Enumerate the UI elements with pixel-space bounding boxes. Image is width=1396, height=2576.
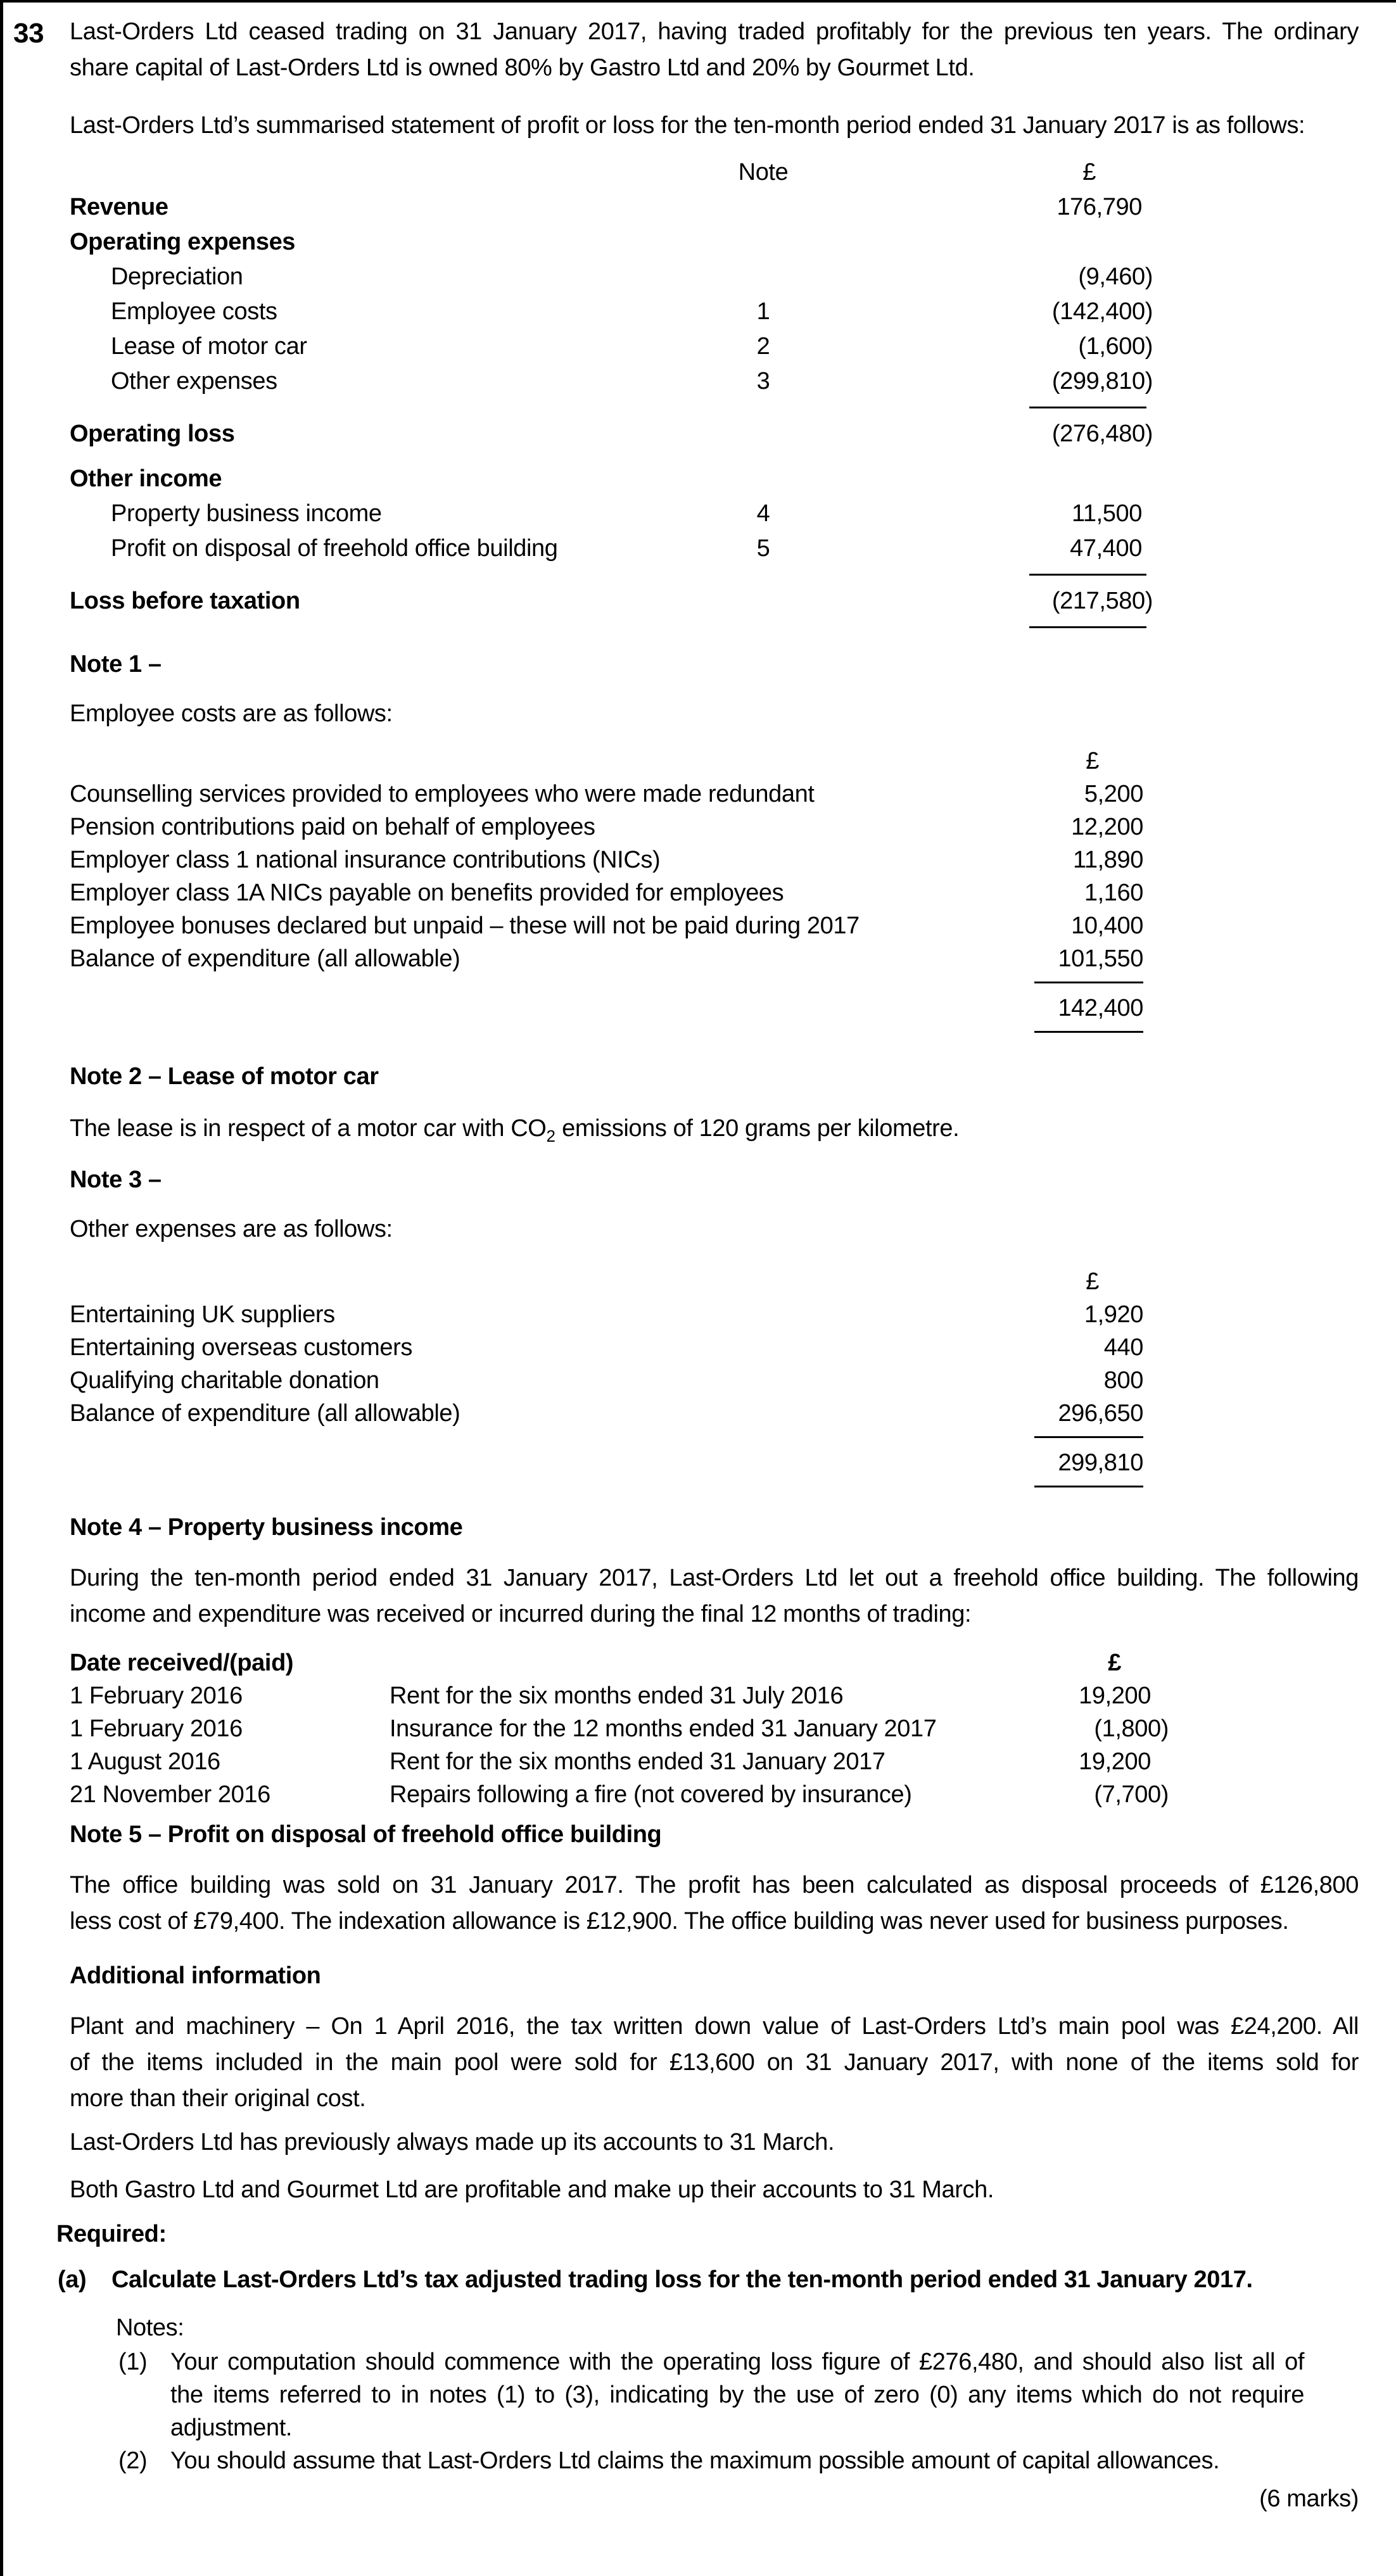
row-label: Other expenses xyxy=(111,368,277,395)
note1-heading: Note 1 – xyxy=(70,651,162,678)
row-label: Employee bonuses declared but unpaid – these will not be paid during 2017 xyxy=(70,912,860,939)
table-row xyxy=(70,1745,1359,1778)
totals-underline xyxy=(1029,626,1146,628)
row-label: Balance of expenditure (all allowable) xyxy=(70,1400,460,1427)
note-body xyxy=(170,2444,1304,2477)
amount-cell: 10,400 xyxy=(1071,912,1143,939)
row-label: Entertaining UK suppliers xyxy=(70,1301,335,1328)
table-row xyxy=(70,190,1359,225)
note4-paragraph xyxy=(70,1560,1359,1632)
note3-table xyxy=(70,1265,1359,1487)
table-row xyxy=(70,329,1359,364)
paragraph-line: Your computation should commence with the operating loss figure of £276,480, and should also list all of xyxy=(170,2349,1304,2375)
row-label: Property business income xyxy=(111,500,382,527)
paragraph-line: of the items included in the main pool were sold for £13,600 on 31 January 2017, with none of the items sold for xyxy=(70,2049,1359,2076)
row-label: Pension contributions paid on behalf of employees xyxy=(70,814,595,840)
table-row xyxy=(70,778,1359,811)
amount-column-header: £ xyxy=(1086,748,1099,774)
amount-cell: 11,890 xyxy=(1072,847,1143,873)
spacer-cell xyxy=(70,155,703,190)
row-label: Employer class 1A NICs payable on benefits provided for employees xyxy=(70,880,784,906)
amount-cell: (276,480) xyxy=(1051,420,1153,447)
amount-cell: 47,400 xyxy=(1070,535,1142,562)
row-label: Employee costs xyxy=(111,298,277,325)
amount-cell: 800 xyxy=(1103,1367,1143,1394)
note-ref xyxy=(703,417,823,451)
row-label: Employer class 1 national insurance contributions (NICs) xyxy=(70,847,661,873)
totals-underline xyxy=(1034,1486,1143,1487)
amount-cell: (7,700) xyxy=(1094,1781,1169,1808)
totals-underline xyxy=(1034,1436,1143,1438)
note-ref: 5 xyxy=(756,535,770,562)
additional-info-heading: Additional information xyxy=(70,1962,321,1989)
row-label: Lease of motor car xyxy=(111,333,307,360)
total-row xyxy=(70,1446,1359,1479)
table-row xyxy=(70,531,1359,566)
paragraph-line: You should assume that Last-Orders Ltd claims the maximum possible amount of capital allowances. xyxy=(170,2447,1220,2474)
note4-table xyxy=(70,1646,1359,1811)
note-ref: 1 xyxy=(756,298,770,325)
table-row xyxy=(70,876,1359,909)
note-ref xyxy=(703,225,823,260)
amount-cell: 5,200 xyxy=(1084,781,1143,807)
table-header-row xyxy=(70,1265,1359,1298)
paragraph-line: The office building was sold on 31 January 2017. The profit has been calculated as disposal proceeds of £126,800 xyxy=(70,1872,1359,1898)
note1-intro: Employee costs are as follows: xyxy=(70,700,393,727)
amount-cell xyxy=(823,462,1153,496)
paragraph-line: less cost of £79,400. The indexation allowance is £12,900. The office building was never used for business purposes. xyxy=(70,1908,1289,1935)
amount-cell: 101,550 xyxy=(1058,945,1143,972)
description-cell: Rent for the six months ended 31 July 2016 xyxy=(390,1683,844,1709)
note2-text xyxy=(70,1111,1359,1149)
description-cell: Rent for the six months ended 31 January 2017 xyxy=(390,1748,885,1775)
note-ref: 3 xyxy=(756,368,770,395)
totals-underline xyxy=(1029,574,1146,576)
row-label: Operating loss xyxy=(70,420,235,447)
additional-paragraph-1 xyxy=(70,2009,1359,2117)
note-ref xyxy=(703,584,823,619)
amount-cell: 11,500 xyxy=(1071,500,1142,527)
table-row xyxy=(70,1298,1359,1331)
required-note-1 xyxy=(70,2346,1359,2444)
note2-text-part2: emissions of 120 grams per kilometre. xyxy=(555,1115,960,1142)
amount-cell: (9,460) xyxy=(1078,263,1153,290)
amount-cell: 1,160 xyxy=(1084,880,1143,906)
row-label: Entertaining overseas customers xyxy=(70,1334,412,1361)
row-label: Revenue xyxy=(70,194,168,220)
table-row xyxy=(70,1364,1359,1397)
additional-paragraph-3: Both Gastro Ltd and Gourmet Ltd are profitable and make up their accounts to 31 March. xyxy=(70,2176,994,2203)
note3-heading: Note 3 – xyxy=(70,1166,162,1193)
date-cell: 1 February 2016 xyxy=(70,1715,243,1742)
row-label: Counselling services provided to employees who were made redundant xyxy=(70,781,815,807)
paragraph-line: the items referred to in notes (1) to (3), indicating by the use of zero (0) any items which do not require xyxy=(170,2382,1304,2408)
table-row xyxy=(70,294,1359,329)
table-row xyxy=(70,260,1359,294)
total-amount: 299,810 xyxy=(1058,1449,1143,1476)
statement-intro: Last-Orders Ltd’s summarised statement of profit or loss for the ten-month period ended 31 January 2017 is as follows: xyxy=(70,112,1305,139)
note-ref xyxy=(703,462,823,496)
paragraph-line: adjustment. xyxy=(170,2415,293,2441)
amount-cell: 176,790 xyxy=(1057,194,1142,220)
date-cell: 1 August 2016 xyxy=(70,1748,220,1775)
total-amount: 142,400 xyxy=(1058,995,1143,1021)
part-label: (a) xyxy=(58,2266,87,2293)
table-row xyxy=(70,496,1359,531)
amount-cell: (299,810) xyxy=(1051,368,1153,395)
totals-underline xyxy=(1034,1031,1143,1033)
table-row xyxy=(70,584,1359,619)
question-body xyxy=(56,14,1359,2515)
paragraph-line: income and expenditure was received or incurred during the final 12 months of trading: xyxy=(70,1601,972,1627)
note2-text-part1: The lease is in respect of a motor car with CO xyxy=(70,1115,547,1142)
row-label: Operating expenses xyxy=(70,229,296,255)
note-ref xyxy=(703,190,823,225)
date-column-header: Date received/(paid) xyxy=(70,1650,294,1676)
row-label: Depreciation xyxy=(111,263,243,290)
table-row xyxy=(70,1778,1359,1811)
amount-column-header: £ xyxy=(1082,159,1096,186)
paragraph-line: Plant and machinery – On 1 April 2016, the tax written down value of Last-Orders Ltd’s main pool was £24,200. All xyxy=(70,2013,1359,2040)
required-heading: Required: xyxy=(56,2221,167,2247)
note-ref: 4 xyxy=(756,500,770,527)
notes-heading: Notes: xyxy=(116,2314,184,2341)
table-row xyxy=(70,811,1359,843)
row-label: Profit on disposal of freehold office building xyxy=(111,535,558,562)
amount-cell: 19,200 xyxy=(1079,1683,1151,1709)
date-cell: 21 November 2016 xyxy=(70,1781,270,1808)
amount-cell: 12,200 xyxy=(1071,814,1143,840)
table-row xyxy=(70,843,1359,876)
row-label: Qualifying charitable donation xyxy=(70,1367,379,1394)
paragraph-line: During the ten-month period ended 31 January 2017, Last-Orders Ltd let out a freehold office building. The following xyxy=(70,1565,1359,1591)
note-number: (2) xyxy=(118,2447,148,2474)
table-header-row xyxy=(70,155,1359,190)
marks-allocation: (6 marks) xyxy=(1259,2485,1359,2512)
note3-intro: Other expenses are as follows: xyxy=(70,1216,393,1242)
spacer-cell xyxy=(70,1446,830,1479)
note-column-header: Note xyxy=(738,159,789,186)
table-row xyxy=(70,1397,1359,1430)
co2-subscript: 2 xyxy=(546,1127,555,1146)
amount-cell: (142,400) xyxy=(1051,298,1153,325)
note-ref xyxy=(703,260,823,294)
row-label: Balance of expenditure (all allowable) xyxy=(70,945,460,972)
paragraph-line: Last-Orders Ltd ceased trading on 31 January 2017, having traded profitably for the previous ten years. The ordinary xyxy=(70,18,1359,45)
totals-underline xyxy=(1034,982,1143,983)
note5-heading: Note 5 – Profit on disposal of freehold office building xyxy=(70,1821,662,1848)
table-row xyxy=(70,364,1359,399)
amount-cell: 440 xyxy=(1103,1334,1143,1361)
spacer-cell xyxy=(70,745,830,778)
table-row xyxy=(70,1679,1359,1712)
table-row xyxy=(70,225,1359,260)
question-number: 33 xyxy=(13,18,44,49)
paragraph-line: share capital of Last-Orders Ltd is owned 80% by Gastro Ltd and 20% by Gourmet Ltd. xyxy=(70,54,975,81)
spacer-cell xyxy=(70,1265,830,1298)
additional-paragraph-2: Last-Orders Ltd has previously always made up its accounts to 31 March. xyxy=(70,2129,835,2156)
amount-cell: 19,200 xyxy=(1079,1748,1151,1775)
requirement-part-a xyxy=(58,2262,1359,2298)
row-label: Other income xyxy=(70,465,222,492)
note4-heading: Note 4 – Property business income xyxy=(70,1514,463,1541)
amount-cell xyxy=(823,225,1153,260)
note-number: (1) xyxy=(118,2349,148,2375)
note-ref: 2 xyxy=(756,333,770,360)
table-row xyxy=(70,1712,1359,1745)
table-row xyxy=(70,462,1359,496)
note5-paragraph xyxy=(70,1867,1359,1940)
amount-cell: 1,920 xyxy=(1084,1301,1143,1328)
amount-cell: (1,600) xyxy=(1078,333,1153,360)
table-row xyxy=(70,909,1359,942)
table-header-row xyxy=(70,1646,1359,1679)
amount-cell: (1,800) xyxy=(1094,1715,1169,1742)
profit-loss-statement xyxy=(70,155,1359,628)
description-cell: Repairs following a fire (not covered by insurance) xyxy=(390,1781,912,1808)
part-text: Calculate Last-Orders Ltd’s tax adjusted trading loss for the ten-month period ended 31 January 2017. xyxy=(111,2266,1253,2293)
paragraph-line: more than their original cost. xyxy=(70,2085,366,2112)
amount-column-header: £ xyxy=(1086,1268,1099,1295)
table-header-row xyxy=(70,745,1359,778)
note1-table xyxy=(70,745,1359,1033)
amount-cell: 296,650 xyxy=(1058,1400,1143,1427)
note2-heading: Note 2 – Lease of motor car xyxy=(70,1063,379,1090)
total-row xyxy=(70,992,1359,1025)
required-note-2 xyxy=(70,2444,1359,2477)
intro-paragraph xyxy=(70,14,1359,86)
table-row xyxy=(70,417,1359,451)
row-label: Loss before taxation xyxy=(70,588,300,614)
note-body xyxy=(170,2346,1304,2444)
description-cell: Insurance for the 12 months ended 31 January 2017 xyxy=(390,1715,937,1742)
amount-cell: (217,580) xyxy=(1051,588,1153,614)
table-row xyxy=(70,942,1359,975)
totals-underline xyxy=(1029,407,1146,408)
spacer-cell xyxy=(70,992,830,1025)
date-cell: 1 February 2016 xyxy=(70,1683,243,1709)
table-row xyxy=(70,1331,1359,1364)
amount-column-header: £ xyxy=(1108,1650,1121,1676)
